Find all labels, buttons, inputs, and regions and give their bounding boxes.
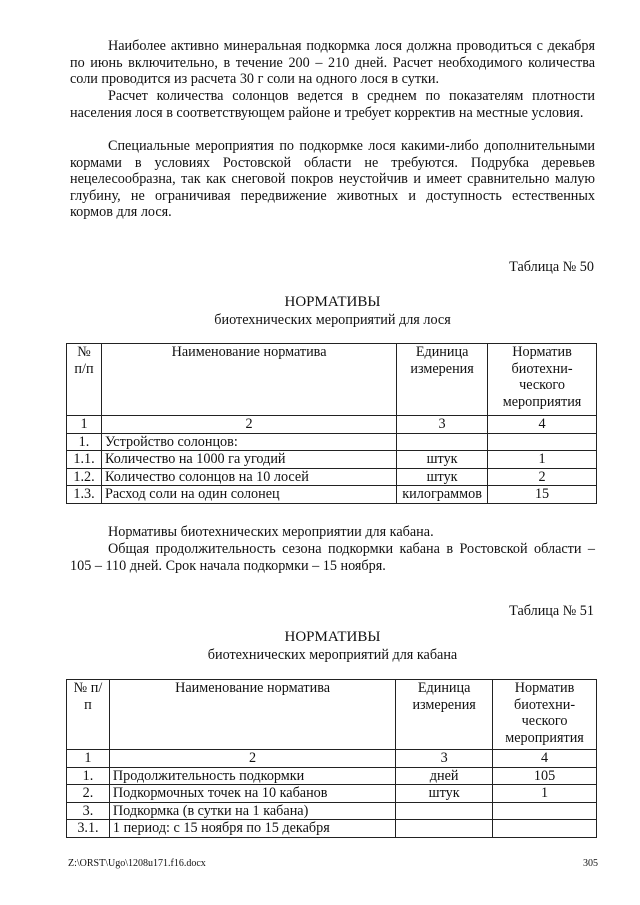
- table-50-column-numbers: [67, 416, 597, 434]
- row-number: 1.2.: [67, 468, 102, 486]
- table-50-subheading: биотехнических мероприятий для лося: [214, 312, 451, 328]
- row-value: 1: [493, 785, 597, 803]
- table-row: [67, 820, 597, 838]
- row-name: Продолжительность подкормки: [109, 767, 395, 785]
- table-51-caption: Таблица № 51: [509, 603, 594, 619]
- row-number: 1.1.: [67, 451, 102, 469]
- footer-page-number: 305: [583, 858, 598, 869]
- table-50-heading: НОРМАТИВЫ: [284, 294, 381, 310]
- table-50-caption: Таблица № 50: [509, 259, 594, 275]
- row-number: 1.3.: [67, 486, 102, 504]
- col-number: 2: [109, 750, 395, 768]
- col-number: 3: [396, 750, 493, 768]
- row-name: Количество солонцов на 10 лосей: [101, 468, 396, 486]
- row-unit: штук: [397, 468, 488, 486]
- row-value: 1: [488, 451, 597, 469]
- table-row: [67, 486, 597, 504]
- table-50: [66, 343, 597, 504]
- header-number: № п/п: [67, 344, 102, 416]
- header-number: № п/п: [67, 680, 110, 750]
- row-name: Устройство солонцов:: [101, 433, 396, 451]
- row-value: [488, 433, 597, 451]
- row-name: 1 период: с 15 ноября по 15 декабря: [109, 820, 395, 838]
- table-row: [67, 468, 597, 486]
- table-50-header-row: [67, 344, 597, 416]
- row-unit: [396, 820, 493, 838]
- header-unit: Единица измерения: [396, 680, 493, 750]
- row-value: [493, 802, 597, 820]
- table-51-header-row: [67, 680, 597, 750]
- row-number: 3.1.: [67, 820, 110, 838]
- row-number: 3.: [67, 802, 110, 820]
- row-value: 15: [488, 486, 597, 504]
- row-value: 2: [488, 468, 597, 486]
- table-row: [67, 767, 597, 785]
- row-unit: штук: [396, 785, 493, 803]
- row-unit: [397, 433, 488, 451]
- row-unit: килограммов: [397, 486, 488, 504]
- paragraph-special-measures: Специальные мероприятия по подкормке лося какими-либо дополнительными кормами в условиях Ростовской области не требуются. Подрубка деревьев нецелесообразна, так как снеговой покров неустойчив и имеет сравнительно малую глубину, не ограничивая передвижение животных и доступность естественных кормов для лося.: [70, 138, 595, 221]
- paragraph-salt-licks: Расчет количества солонцов ведется в среднем по показателям плотности населения лося в соответствующем районе и требует корректив на местные условия.: [70, 88, 595, 121]
- table-51-heading: НОРМАТИВЫ: [284, 629, 381, 645]
- row-number: 1.: [67, 433, 102, 451]
- table-51-column-numbers: [67, 750, 597, 768]
- paragraph-mineral-feeding: Наиболее активно минеральная подкормка лося должна проводиться с декабря по июнь включительно, в течение 200 – 210 дней. Расчет необходимого количества соли проводится из расчета 30 г соли на одного лося в сутки.: [70, 38, 595, 88]
- table-row: [67, 451, 597, 469]
- footer-file-path: Z:\ORST\Ugo\1208u171.f16.docx: [68, 858, 206, 869]
- header-name: Наименование норматива: [109, 680, 395, 750]
- table-51: [66, 679, 597, 838]
- table-row: [67, 785, 597, 803]
- row-value: [493, 820, 597, 838]
- col-number: 1: [67, 750, 110, 768]
- row-value: 105: [493, 767, 597, 785]
- paragraph-boar-norms: Нормативы биотехнических мероприятии для кабана.: [108, 524, 434, 540]
- row-name: Подкормка (в сутки на 1 кабана): [109, 802, 395, 820]
- row-name: Расход соли на один солонец: [101, 486, 396, 504]
- header-norm: Норматив биотехни-ческого мероприятия: [488, 344, 597, 416]
- header-name: Наименование норматива: [101, 344, 396, 416]
- header-unit: Единица измерения: [397, 344, 488, 416]
- row-name: Подкормочных точек на 10 кабанов: [109, 785, 395, 803]
- table-row: [67, 802, 597, 820]
- col-number: 2: [101, 416, 396, 434]
- col-number: 4: [488, 416, 597, 434]
- row-unit: штук: [397, 451, 488, 469]
- table-row: [67, 433, 597, 451]
- row-name: Количество на 1000 га угодий: [101, 451, 396, 469]
- paragraph-boar-season: Общая продолжительность сезона подкормки кабана в Ростовской области – 105 – 110 дней. Срок начала подкормки – 15 ноября.: [70, 541, 595, 574]
- row-unit: [396, 802, 493, 820]
- header-norm: Норматив биотехни-ческого мероприятия: [493, 680, 597, 750]
- col-number: 1: [67, 416, 102, 434]
- col-number: 3: [397, 416, 488, 434]
- row-unit: дней: [396, 767, 493, 785]
- col-number: 4: [493, 750, 597, 768]
- row-number: 2.: [67, 785, 110, 803]
- table-51-subheading: биотехнических мероприятий для кабана: [207, 647, 458, 663]
- row-number: 1.: [67, 767, 110, 785]
